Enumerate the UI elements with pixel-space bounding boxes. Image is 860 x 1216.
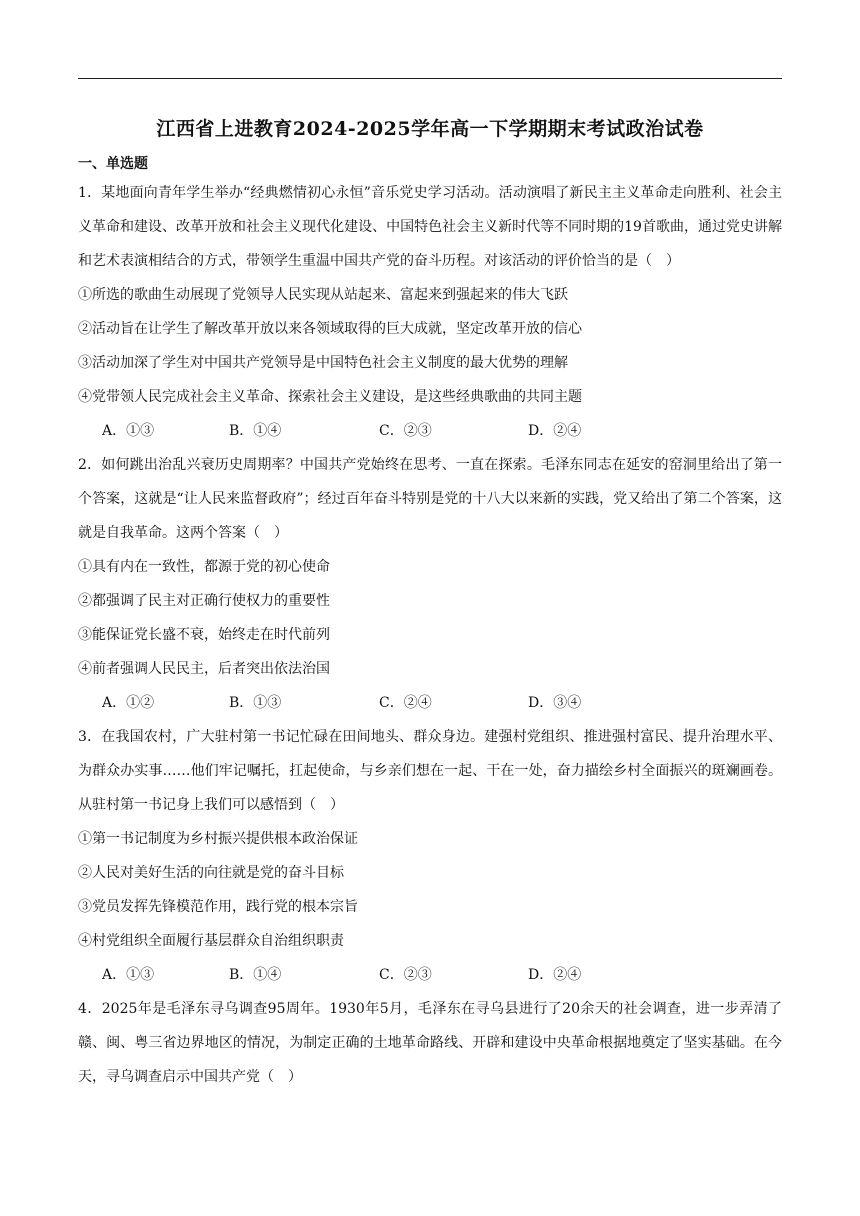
choice-d[interactable]: D．②④	[528, 967, 582, 983]
page-title: 江西省上进教育2024-2025学年高一下学期期末考试政治试卷	[156, 118, 704, 140]
choice-a[interactable]: A．①③	[102, 423, 155, 439]
choice-b[interactable]: B．①③	[229, 695, 282, 711]
statement-option: ③活动加深了学生对中国共产党领导是中国特色社会主义制度的最大优势的理解	[78, 355, 568, 371]
choice-a[interactable]: A．①③	[102, 967, 155, 983]
question-4	[78, 992, 782, 1094]
statement-option: ④村党组织全面履行基层群众自治组织职责	[78, 933, 344, 949]
choice-b[interactable]: B．①④	[229, 967, 282, 983]
choice-c[interactable]: C．②④	[379, 695, 432, 711]
statement-option: ②活动旨在让学生了解改革开放以来各领域取得的巨大成就，坚定改革开放的信心	[78, 321, 582, 337]
statement-option: ②都强调了民主对正确行使权力的重要性	[78, 593, 330, 609]
question-2	[78, 448, 782, 720]
choice-b[interactable]: B．①④	[229, 423, 282, 439]
statement-option: ③能保证党长盛不衰，始终走在时代前列	[78, 627, 330, 643]
statement-option: ①所选的歌曲生动展现了党领导人民实现从站起来、富起来到强起来的伟大飞跃	[78, 287, 568, 303]
question-stem: 1．某地面向青年学生举办“经典燃情初心永恒”音乐党史学习活动。活动演唱了新民主主义革命走向胜利、社会主义革命和建设、改革开放和社会主义现代化建设、中国特色社会主义新时代等不同时期的19首歌曲，通过党史讲解和艺术表演相结合的方式，带领学生重温中国共产党的奋斗历程。对该活动的评价恰当的是（ ）	[78, 185, 782, 269]
question-stem: 4．2025年是毛泽东寻乌调查95周年。1930年5月，毛泽东在寻乌县进行了20余天的社会调查，进一步弄清了赣、闽、粤三省边界地区的情况，为制定正确的土地革命路线、开辟和建设中央革命根据地奠定了坚实基础。在今天，寻乌调查启示中国共产党（ ）	[78, 1001, 782, 1085]
question-1	[78, 176, 782, 448]
header-rule	[78, 78, 782, 79]
question-stem: 3．在我国农村，广大驻村第一书记忙碌在田间地头、群众身边。建强村党组织、推进强村富民、提升治理水平、为群众办实事……他们牢记嘱托，扛起使命，与乡亲们想在一起、干在一处，奋力描绘乡村全面振兴的斑斓画卷。从驻村第一书记身上我们可以感悟到（ ）	[78, 729, 782, 813]
question-list	[78, 176, 782, 1094]
answer-choices	[78, 958, 782, 992]
choice-c[interactable]: C．②③	[379, 967, 432, 983]
section-heading: 一、单选题	[78, 156, 148, 172]
answer-choices	[78, 414, 782, 448]
statement-option: ②人民对美好生活的向往就是党的奋斗目标	[78, 865, 344, 881]
statement-option: ①具有内在一致性，都源于党的初心使命	[78, 559, 330, 575]
choice-a[interactable]: A．①②	[102, 695, 155, 711]
statement-option: ④前者强调人民民主，后者突出依法治国	[78, 661, 330, 677]
question-stem: 2．如何跳出治乱兴衰历史周期率？中国共产党始终在思考、一直在探索。毛泽东同志在延安的窑洞里给出了第一个答案，这就是“让人民来监督政府”；经过百年奋斗特别是党的十八大以来新的实践，党又给出了第二个答案，这就是自我革命。这两个答案（ ）	[78, 457, 782, 541]
choice-d[interactable]: D．②④	[528, 423, 582, 439]
question-3	[78, 720, 782, 992]
statement-option: ④党带领人民完成社会主义革命、探索社会主义建设，是这些经典歌曲的共同主题	[78, 389, 582, 405]
choice-d[interactable]: D．③④	[528, 695, 582, 711]
answer-choices	[78, 686, 782, 720]
statement-option: ③党员发挥先锋模范作用，践行党的根本宗旨	[78, 899, 358, 915]
choice-c[interactable]: C．②③	[379, 423, 432, 439]
statement-option: ①第一书记制度为乡村振兴提供根本政治保证	[78, 831, 358, 847]
